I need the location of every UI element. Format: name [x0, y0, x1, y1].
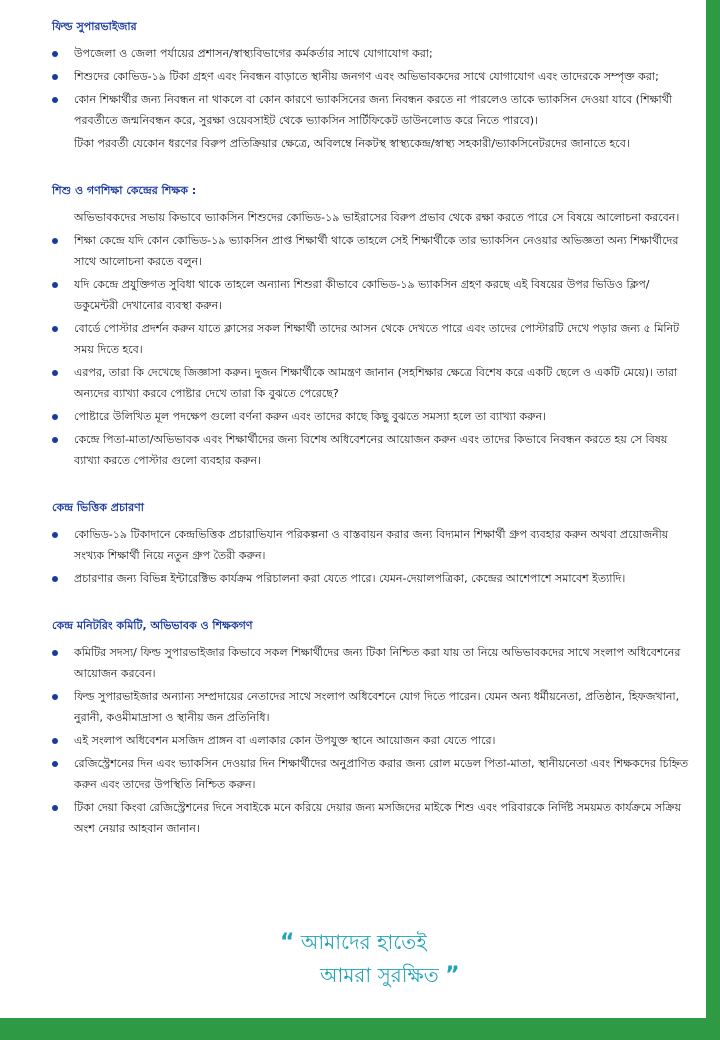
green-border-bottom: [0, 1018, 720, 1040]
section-center-campaign: [40, 499, 695, 589]
list-item: [40, 797, 695, 839]
list-item-text: যদি কেন্দ্রে প্রযুক্তিগত সুবিধা থাকে তাহলে অন্যান্য শিশুরা কীভাবে কোভিড-১৯ ভ্যাকসিন গ্রহণ করছে এই বিষয়ের উপর ভিডিও ক্লিপ/ ডকুমেন্টরী দেখানোর ব্যবস্থা করুন।: [74, 278, 650, 312]
close-quote-icon: ”: [445, 963, 460, 988]
list-item: [40, 207, 695, 228]
bullet-list: [40, 524, 695, 589]
bullet-list: [40, 642, 695, 839]
bullet-dot-icon: [52, 650, 58, 656]
slogan: [280, 926, 460, 992]
slogan-line-2: [280, 959, 460, 992]
section-field-supervisor: [40, 18, 695, 154]
bullet-dot-icon: [52, 738, 58, 744]
list-item-text: উপজেলা ও জেলা পর্যায়ের প্রশাসন/স্বাস্থ্যবিভাগের কর্মকর্তার সাথে যোগাযোগ করা;: [74, 47, 433, 60]
document-content: [40, 18, 695, 841]
slogan-line-1: [280, 926, 460, 959]
list-item: [40, 133, 695, 154]
list-item: [40, 318, 695, 360]
bullet-list: [40, 207, 695, 471]
list-item: [40, 686, 695, 728]
list-item-text: রেজিস্ট্রেশনের দিন এবং ভ্যাকসিন দেওয়ার দিন শিক্ষার্থীদের অনুপ্রাণিত করার জন্য রোল মডেল পিতা-মাতা, স্থানীয়নেতা এবং শিক্ষকদের চিহ্নিত করুন এবং তাদের উপস্থিতি নিশ্চিত করুন।: [74, 757, 689, 791]
list-item-text: প্রচারণার জন্য বিভিন্ন ইন্টারেক্টিভ কার্যক্রম পরিচালনা করা যেতে পারে। যেমন-দেয়ালপত্রিকা, কেন্দ্রের আশেপাশে সমাবেশ ইত্যাদি।: [74, 572, 626, 585]
list-item-text: টিকা পরবর্তী যেকোন ধরণের বিরুপ প্রতিক্রিয়ার ক্ষেত্রে, অবিলম্বে নিকটস্থ স্বাস্থ্যকেন্দ্র/স্বাস্থ্য সহকারী/ভ্যাকসিনেটরদের জানাতে হবে।: [74, 137, 630, 150]
bullet-dot-icon: [52, 576, 58, 582]
list-item-text: শিশুদের কোভিড-১৯ টিকা গ্রহণ এবং নিবন্ধন বাড়াতে স্থানীয় জনগণ এবং অভিভাবকদের সাথে যোগাযোগ এবং তাদেরকে সম্পৃক্ত করা;: [74, 70, 659, 83]
list-item-text: কোভিড-১৯ টিকাদানে কেন্দ্রভিত্তিক প্রচারাভিযান পরিকল্পনা ও বাস্তবায়ন করার জন্য বিদ্যমান শিক্ষার্থী গ্রুপ ব্যবহার করুন অথবা প্রয়োজনীয় সংখ্যক শিক্ষার্থী নিয়ে নতুন গ্রুপ তৈরী করুন।: [74, 528, 669, 562]
bullet-dot-icon: [52, 437, 58, 443]
list-item: [40, 362, 695, 404]
list-item-text: শিক্ষা কেন্দ্রে যদি কোন কোভিড-১৯ ভ্যাকসিন প্রাপ্ত শিক্ষার্থী থাকে তাহলে সেই শিক্ষার্থীকে তার ভ্যাকসিন নেওয়ার অভিজ্ঞতা অন্য শিক্ষার্থীদের সাথে আলোচনা করতে বলুন।: [74, 234, 679, 268]
section-heading: কেন্দ্র ভিত্তিক প্রচারণা: [52, 501, 144, 514]
list-item-text: কমিটির সদস্য/ ফিল্ড সুপারভাইজার কিভাবে সকল শিক্ষার্থীদের জন্য টিকা নিশ্চিত করা যায় তা নিয়ে অভিভাবকদের সাথে সংলাপ অধিবেশনের আয়োজন করবেন।: [74, 646, 681, 680]
list-item-text: কেন্দ্রে পিতা-মাতা/অভিভাবক এবং শিক্ষার্থীদের জন্য বিশেষ অধিবেশনের আয়োজন করুন এবং তাদের কিভাবে নিবন্ধন করতে হয় সে বিষয় ব্যাখ্যা করতে পোস্টার গুলো ব্যবহার করুন।: [74, 433, 668, 467]
bullet-dot-icon: [52, 282, 58, 288]
bullet-dot-icon: [52, 326, 58, 332]
bullet-dot-icon: [52, 694, 58, 700]
list-item-text: কোন শিক্ষার্থীর জন্য নিবন্ধন না থাকলে বা কোন কারণে ভ্যাকসিনের জন্য নিবন্ধন করতে না পারলেও তাকে ভ্যাকসিন দেওয়া যাবে (শিক্ষার্থী পরবর্তীতে জন্মনিবন্ধন করে, সুরক্ষা ওয়েবসাইট থেকে ভ্যাকসিন সার্টিফিকেট ডাউনলোড করে নিতে পারবে)।: [74, 93, 672, 127]
bullet-dot-icon: [52, 761, 58, 767]
bullet-dot-icon: [52, 805, 58, 811]
list-item: [40, 524, 695, 566]
section-teachers: [40, 182, 695, 471]
list-item: [40, 66, 695, 87]
list-item: [40, 568, 695, 589]
section-spacer: [40, 591, 695, 617]
list-item: [40, 730, 695, 751]
list-item: [40, 753, 695, 795]
list-item-text: পোষ্টারে উলিখিত মূল পদক্ষেপ গুলো বর্ণনা করুন এবং তাদের কাছে কিছু বুঝতে সমস্যা হলে তা ব্যাখ্যা করুন।: [74, 410, 547, 423]
list-item: [40, 274, 695, 316]
list-item: [40, 642, 695, 684]
slogan-text-1: আমাদের হাতেই: [300, 930, 427, 954]
list-item-text: টিকা দেয়া কিংবা রেজিস্ট্রেশনের দিনে সবাইকে মনে করিয়ে দেয়ার জন্য মসজিদের মাইকে শিশু এবং পরিবারকে নির্দিষ্ট সময়মত কার্যক্রমে সক্রিয় অংশ নেয়ার আহবান জানান।: [74, 801, 682, 835]
bullet-dot-icon: [52, 51, 58, 57]
bullet-dot-icon: [52, 370, 58, 376]
section-heading: কেন্দ্র মনিটরিং কমিটি, অভিভাবক ও শিক্ষকগণ: [52, 619, 253, 632]
section-monitoring-committee: [40, 617, 695, 839]
list-item-text: এরপর, তারা কি দেখেছে জিজ্ঞাসা করুন। দুজন শিক্ষার্থীকে আমন্ত্রণ জানান (সহশিক্ষার ক্ষেত্রে বিশেষ করে একটি ছেলে ও একটি মেয়ে)। তারা অন্যদের ব্যাখ্যা করবে পোষ্টার দেখে তারা কি বুঝতে পেরেছে?: [74, 366, 678, 400]
list-item: [40, 230, 695, 272]
list-item: [40, 406, 695, 427]
section-spacer: [40, 473, 695, 499]
section-spacer: [40, 156, 695, 182]
slogan-text-2: আমরা সুরক্ষিত: [320, 963, 439, 987]
bullet-dot-icon: [52, 532, 58, 538]
bullet-dot-icon: [52, 74, 58, 80]
bullet-dot-icon: [52, 97, 58, 103]
list-item: [40, 429, 695, 471]
bullet-list: [40, 43, 695, 154]
section-heading: ফিল্ড সুপারভাইজার: [52, 20, 137, 33]
bullet-dot-icon: [52, 414, 58, 420]
list-item: [40, 89, 695, 131]
list-item: [40, 43, 695, 64]
section-heading: শিশু ও গণশিক্ষা কেন্দ্রের শিক্ষক :: [52, 184, 197, 197]
open-quote-icon: “: [280, 930, 295, 955]
green-border-right: [706, 0, 720, 1040]
list-item-text: ফিল্ড সুপারভাইজার অন্যান্য সম্প্রদায়ের নেতাদের সাথে সংলাপ অধিবেশনে যোগ দিতে পারেন। যেমন অন্য ধর্মীয়নেতা, প্রতিষ্ঠান, হিফজখানা, নুরানী, কওমীমাদ্রাসা ও স্থানীয় জন প্রতিনিধি।: [74, 690, 680, 724]
list-item-text: এই সংলাপ অধিবেশন মসজিদ প্রাঙ্গন বা এলাকার কোন উপযুক্ত স্থানে আয়োজন করা যেতে পারে।: [74, 734, 496, 747]
list-item-text: অভিভাবকদের সভায় কিভাবে ভ্যাকসিন শিশুদের কোভিড-১৯ ভাইরাসের বিরুপ প্রভাব থেকে রক্ষা করতে পারে সে বিষয়ে আলোচনা করবেন।: [74, 211, 680, 224]
bullet-dot-icon: [52, 238, 58, 244]
list-item-text: বোর্ডে পোস্টার প্রদর্শন করুন যাতে ক্লাসের সকল শিক্ষার্থী তাদের আসন থেকে দেখতে পারে এবং তাদের পোস্টারটি দেখে পড়ার জন্য ৫ মিনিট সময় দিতে হবে।: [74, 322, 680, 356]
